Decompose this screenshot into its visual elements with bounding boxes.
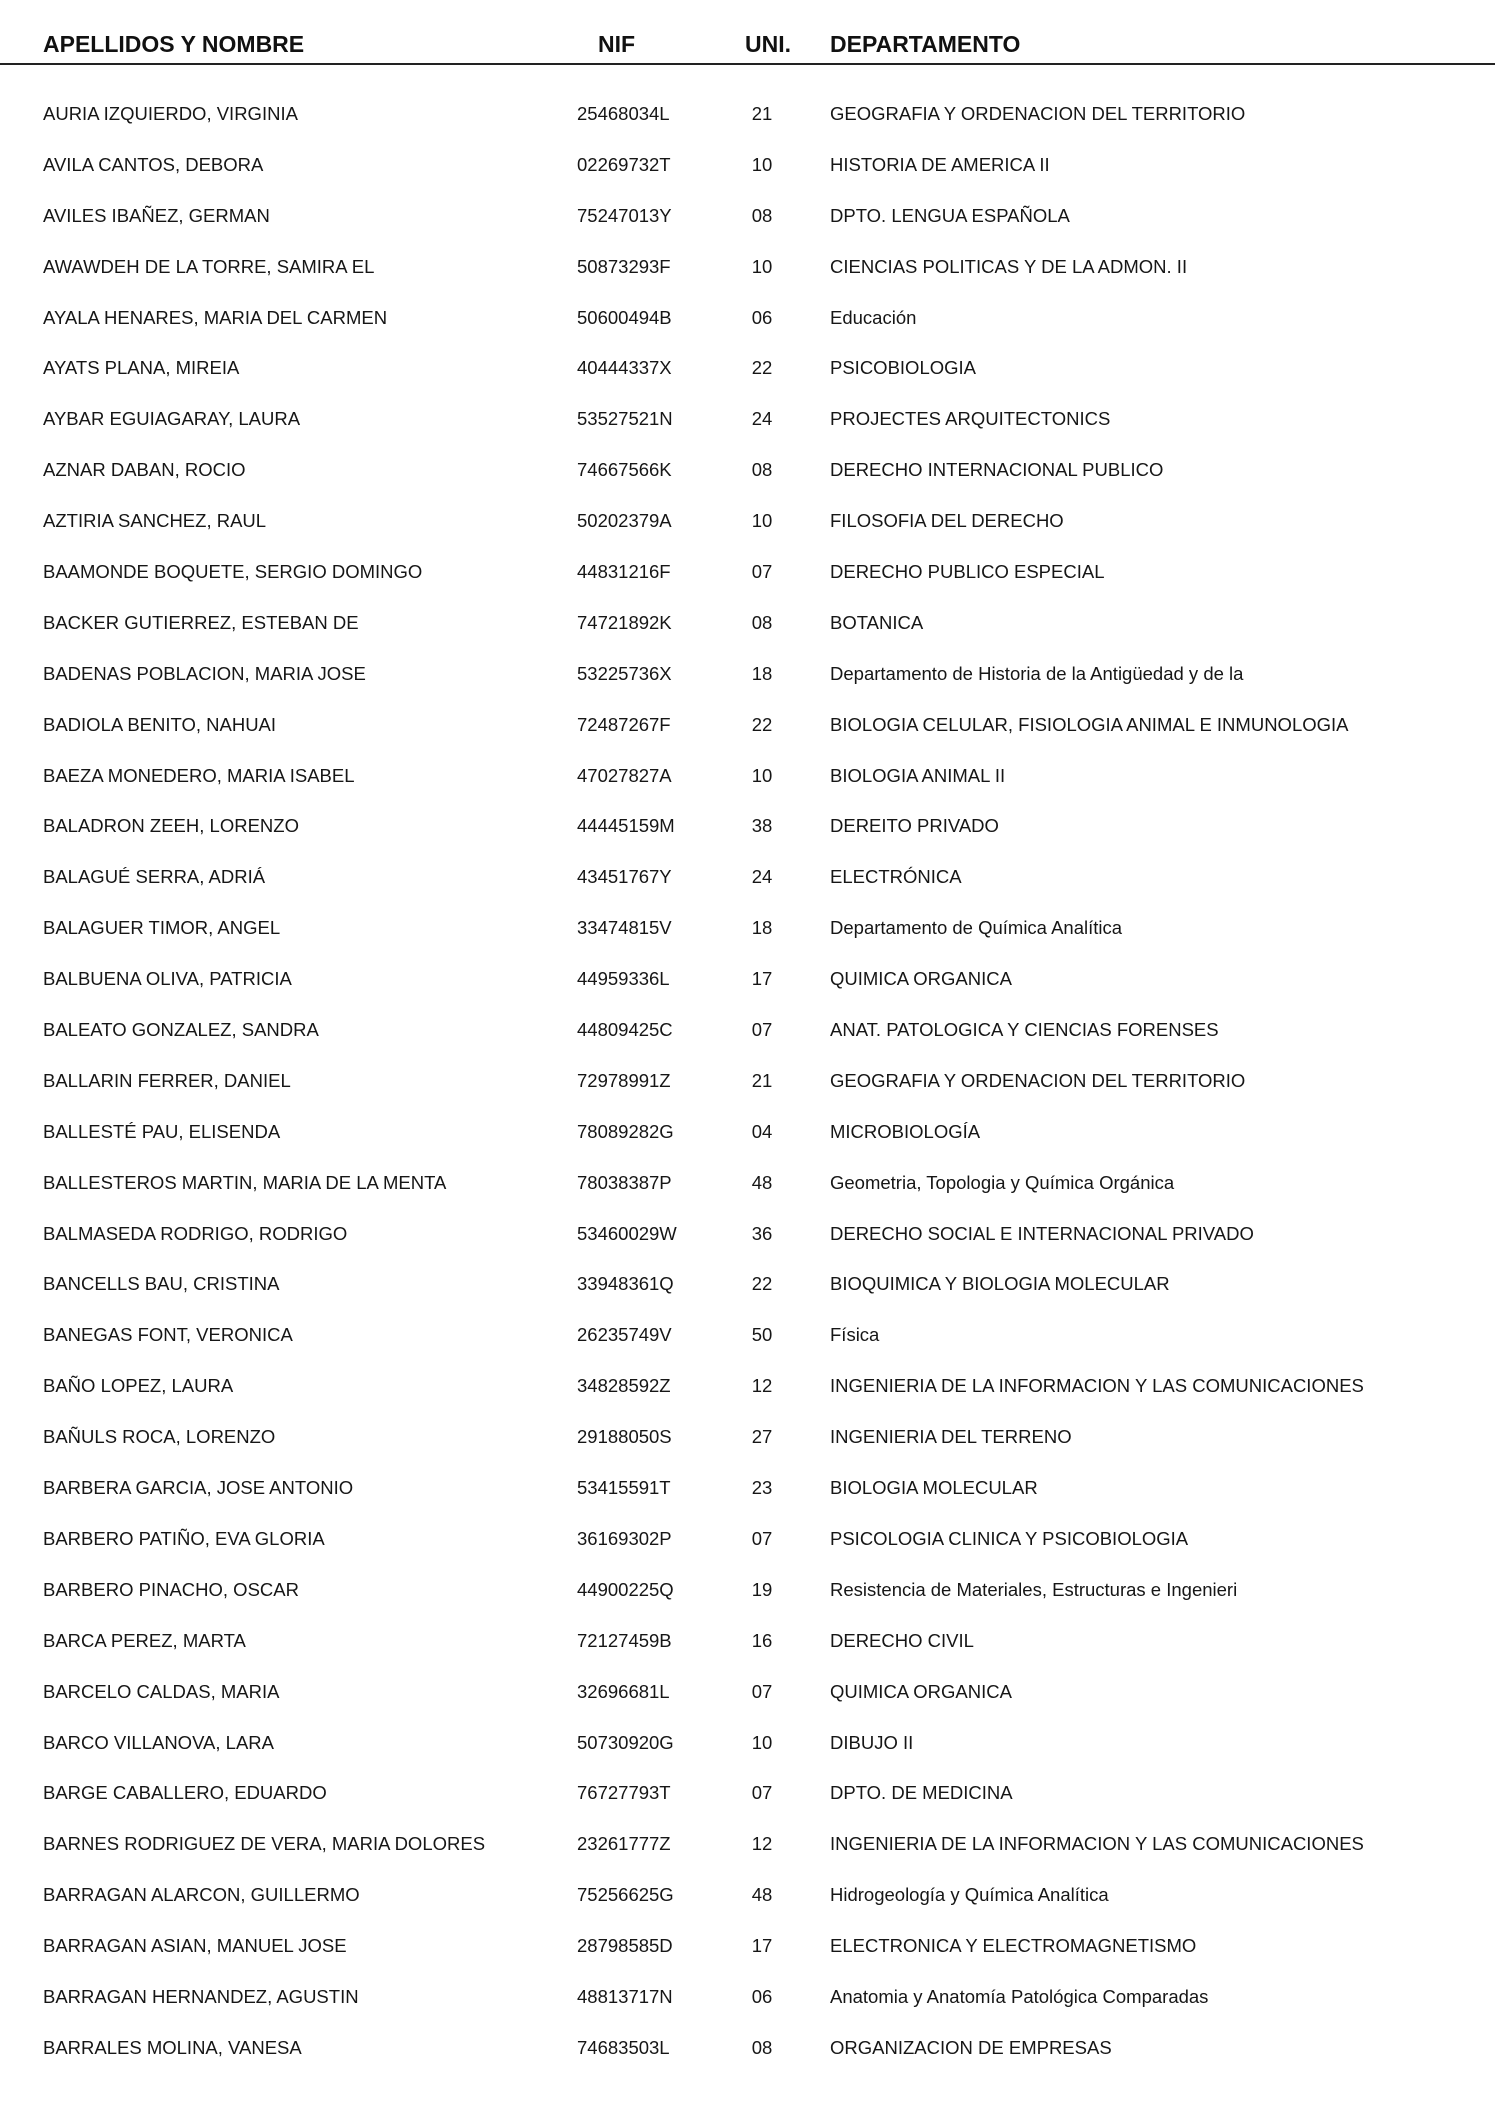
cell-nif: 44959336L	[577, 968, 670, 990]
cell-nif: 78089282G	[577, 1120, 674, 1142]
cell-name: BARNES RODRIGUEZ DE VERA, MARIA DOLORES	[43, 1833, 486, 1855]
cell-departamento: QUIMICA ORGANICA	[830, 1680, 1012, 1702]
table-row	[0, 1005, 1500, 1056]
cell-departamento: BIOQUIMICA Y BIOLOGIA MOLECULAR	[830, 1273, 1170, 1295]
cell-uni: 08	[751, 611, 773, 633]
table-row	[0, 1209, 1500, 1260]
table-row	[0, 1514, 1500, 1565]
cell-name: BALLESTÉ PAU, ELISENDA	[43, 1120, 281, 1142]
cell-name: BACKER GUTIERREZ, ESTEBAN DE	[43, 611, 359, 633]
cell-name: BARRAGAN ASIAN, MANUEL JOSE	[43, 1935, 347, 1957]
cell-uni: 24	[751, 408, 773, 430]
cell-departamento: CIENCIAS POLITICAS Y DE LA ADMON. II	[830, 255, 1188, 277]
table-row	[0, 1107, 1500, 1158]
cell-nif: 78038387P	[577, 1171, 672, 1193]
table-row	[0, 1463, 1500, 1514]
cell-nif: 28798585D	[577, 1935, 673, 1957]
cell-uni: 50	[751, 1324, 773, 1346]
cell-departamento: GEOGRAFIA Y ORDENACION DEL TERRITORIO	[830, 103, 1246, 124]
table-row	[0, 394, 1500, 445]
cell-nif: 53415591T	[577, 1477, 671, 1499]
cell-nif: 44809425C	[577, 1019, 673, 1041]
cell-uni: 48	[751, 1171, 773, 1193]
cell-nif: 36169302P	[577, 1527, 672, 1549]
cell-uni: 10	[751, 255, 773, 277]
cell-nif: 53527521N	[577, 408, 673, 430]
cell-nif: 23261777Z	[577, 1833, 671, 1855]
table-row	[0, 954, 1500, 1005]
cell-name: BAÑO LOPEZ, LAURA	[43, 1375, 234, 1397]
cell-uni: 18	[751, 917, 773, 939]
cell-departamento: Geometria, Topologia y Química Orgánica	[830, 1171, 1175, 1193]
cell-departamento: PROJECTES ARQUITECTONICS	[830, 408, 1111, 430]
cell-name: BARCELO CALDAS, MARIA	[43, 1680, 280, 1702]
cell-departamento: Resistencia de Materiales, Estructuras e Ingenieri	[830, 1578, 1238, 1600]
cell-departamento: GEOGRAFIA Y ORDENACION DEL TERRITORIO	[830, 1069, 1246, 1091]
cell-uni: 22	[751, 1273, 773, 1295]
cell-nif: 74683503L	[577, 2036, 670, 2058]
cell-nif: 75256625G	[577, 1884, 674, 1906]
cell-name: BALAGUER TIMOR, ANGEL	[43, 917, 281, 939]
header-uni: UNI.	[745, 31, 791, 57]
cell-nif: 72487267F	[577, 713, 671, 735]
cell-departamento: DPTO. LENGUA ESPAÑOLA	[830, 204, 1070, 226]
cell-departamento: Anatomia y Anatomía Patológica Comparadas	[830, 1985, 1209, 2007]
cell-nif: 72127459B	[577, 1629, 672, 1651]
cell-name: BANEGAS FONT, VERONICA	[43, 1324, 293, 1346]
cell-nif: 50873293F	[577, 255, 671, 277]
cell-uni: 16	[751, 1629, 773, 1651]
cell-name: BANCELLS BAU, CRISTINA	[43, 1273, 280, 1295]
cell-name: BAÑULS ROCA, LORENZO	[43, 1426, 276, 1448]
cell-uni: 21	[751, 1069, 773, 1091]
cell-uni: 08	[751, 459, 773, 481]
cell-departamento: INGENIERIA DEL TERRENO	[830, 1426, 1072, 1448]
table-row	[0, 1667, 1500, 1718]
table-row	[0, 445, 1500, 496]
cell-name: AVILES IBAÑEZ, GERMAN	[43, 204, 270, 226]
table-row	[0, 1158, 1500, 1209]
cell-uni: 24	[751, 866, 773, 888]
table-row	[0, 293, 1500, 344]
cell-departamento: ORGANIZACION DE EMPRESAS	[830, 2036, 1112, 2058]
cell-uni: 23	[751, 1477, 773, 1499]
cell-uni: 10	[751, 510, 773, 532]
cell-uni: 27	[751, 1426, 773, 1448]
header-divider	[0, 63, 1495, 65]
cell-name: BALLARIN FERRER, DANIEL	[43, 1069, 291, 1091]
cell-departamento: MICROBIOLOGÍA	[830, 1120, 981, 1142]
cell-departamento: DPTO. DE MEDICINA	[830, 1782, 1013, 1804]
table-row	[0, 1361, 1500, 1412]
cell-name: BAAMONDE BOQUETE, SERGIO DOMINGO	[43, 561, 423, 583]
table-row	[0, 1056, 1500, 1107]
table-row	[0, 1616, 1500, 1667]
cell-departamento: DIBUJO II	[830, 1731, 914, 1753]
table-row	[0, 140, 1500, 191]
cell-departamento: DERECHO SOCIAL E INTERNACIONAL PRIVADO	[830, 1222, 1254, 1244]
cell-departamento: PSICOBIOLOGIA	[830, 357, 976, 379]
table-row	[0, 700, 1500, 751]
cell-uni: 17	[751, 1935, 773, 1957]
table-row	[0, 903, 1500, 954]
cell-departamento: ELECTRONICA Y ELECTROMAGNETISMO	[830, 1935, 1197, 1957]
cell-name: BADIOLA BENITO, NAHUAI	[43, 713, 277, 735]
cell-nif: 47027827A	[577, 764, 672, 786]
table-row	[0, 1972, 1500, 2023]
cell-nif: 33474815V	[577, 917, 672, 939]
cell-name: BARGE CABALLERO, EDUARDO	[43, 1782, 327, 1804]
table-row	[0, 801, 1500, 852]
cell-uni: 10	[751, 764, 773, 786]
cell-uni: 21	[751, 103, 773, 124]
cell-departamento: INGENIERIA DE LA INFORMACION Y LAS COMUNICACIONES	[830, 1375, 1364, 1397]
cell-name: AVILA CANTOS, DEBORA	[43, 153, 264, 175]
cell-nif: 48813717N	[577, 1985, 673, 2007]
cell-uni: 19	[751, 1578, 773, 1600]
table-body	[0, 89, 1500, 2074]
cell-uni: 08	[751, 2036, 773, 2058]
cell-uni: 36	[751, 1222, 773, 1244]
table-row	[0, 1565, 1500, 1616]
cell-uni: 38	[751, 815, 773, 837]
cell-name: BARCA PEREZ, MARTA	[43, 1629, 246, 1651]
header-name: APELLIDOS Y NOMBRE	[43, 31, 305, 57]
cell-uni: 10	[751, 153, 773, 175]
cell-name: AYATS PLANA, MIREIA	[43, 357, 240, 379]
cell-departamento: Departamento de Historia de la Antigüedad y de la	[830, 662, 1244, 684]
cell-uni: 07	[751, 1680, 773, 1702]
cell-departamento: BIOLOGIA ANIMAL II	[830, 764, 1006, 786]
header-departamento: DEPARTAMENTO	[830, 31, 1021, 57]
cell-name: BALLESTEROS MARTIN, MARIA DE LA MENTA	[43, 1171, 447, 1193]
cell-departamento: QUIMICA ORGANICA	[830, 968, 1012, 990]
cell-uni: 06	[751, 1985, 773, 2007]
cell-departamento: INGENIERIA DE LA INFORMACION Y LAS COMUNICACIONES	[830, 1833, 1364, 1855]
cell-name: AYALA HENARES, MARIA DEL CARMEN	[43, 306, 388, 328]
table-row	[0, 1412, 1500, 1463]
cell-nif: 44831216F	[577, 561, 671, 583]
cell-name: BARCO VILLANOVA, LARA	[43, 1731, 274, 1753]
table-row	[0, 852, 1500, 903]
cell-nif: 50730920G	[577, 1731, 674, 1753]
cell-uni: 12	[751, 1375, 773, 1397]
cell-uni: 17	[751, 968, 773, 990]
cell-name: AYBAR EGUIAGARAY, LAURA	[43, 408, 301, 430]
cell-name: BALADRON ZEEH, LORENZO	[43, 815, 299, 837]
cell-uni: 22	[751, 713, 773, 735]
cell-uni: 07	[751, 1782, 773, 1804]
cell-departamento: Hidrogeología y Química Analítica	[830, 1884, 1109, 1906]
cell-nif: 34828592Z	[577, 1375, 671, 1397]
cell-nif: 44445159M	[577, 815, 675, 837]
cell-nif: 44900225Q	[577, 1578, 674, 1600]
cell-uni: 07	[751, 561, 773, 583]
table-row	[0, 2023, 1500, 2074]
cell-departamento: DERECHO PUBLICO ESPECIAL	[830, 561, 1105, 583]
cell-uni: 22	[751, 357, 773, 379]
header-nif: NIF	[598, 31, 636, 57]
cell-uni: 18	[751, 662, 773, 684]
cell-name: BARRAGAN ALARCON, GUILLERMO	[43, 1884, 360, 1906]
cell-nif: 76727793T	[577, 1782, 671, 1804]
cell-name: BARBERO PINACHO, OSCAR	[43, 1578, 299, 1600]
cell-nif: 53225736X	[577, 662, 672, 684]
cell-nif: 33948361Q	[577, 1273, 674, 1295]
cell-name: BARBERA GARCIA, JOSE ANTONIO	[43, 1477, 354, 1499]
cell-name: BALAGUÉ SERRA, ADRIÁ	[43, 866, 266, 888]
table-row	[0, 343, 1500, 394]
table-row	[0, 1259, 1500, 1310]
cell-departamento: ELECTRÓNICA	[830, 866, 962, 888]
cell-departamento: PSICOLOGIA CLINICA Y PSICOBIOLOGIA	[830, 1527, 1189, 1549]
cell-uni: 12	[751, 1833, 773, 1855]
cell-uni: 10	[751, 1731, 773, 1753]
table-row	[0, 1768, 1500, 1819]
table-row	[0, 1921, 1500, 1972]
cell-uni: 06	[751, 306, 773, 328]
cell-departamento: Física	[830, 1324, 880, 1346]
table-row	[0, 496, 1500, 547]
cell-name: BALMASEDA RODRIGO, RODRIGO	[43, 1222, 348, 1244]
cell-uni: 07	[751, 1019, 773, 1041]
cell-name: AURIA IZQUIERDO, VIRGINIA	[43, 103, 298, 124]
table-row	[0, 1819, 1500, 1870]
cell-departamento: DERECHO INTERNACIONAL PUBLICO	[830, 459, 1164, 481]
cell-departamento: HISTORIA DE AMERICA II	[830, 153, 1050, 175]
cell-nif: 43451767Y	[577, 866, 672, 888]
table-row	[0, 89, 1500, 140]
cell-nif: 29188050S	[577, 1426, 672, 1448]
cell-nif: 32696681L	[577, 1680, 670, 1702]
cell-departamento: DEREITO PRIVADO	[830, 815, 999, 837]
table-row	[0, 242, 1500, 293]
cell-uni: 04	[751, 1120, 773, 1142]
cell-uni: 07	[751, 1527, 773, 1549]
cell-nif: 53460029W	[577, 1222, 677, 1244]
table-row	[0, 1718, 1500, 1769]
table-row	[0, 649, 1500, 700]
cell-departamento: BIOLOGIA MOLECULAR	[830, 1477, 1038, 1499]
table-row	[0, 191, 1500, 242]
cell-name: AZNAR DABAN, ROCIO	[43, 459, 246, 481]
cell-departamento: Departamento de Química Analítica	[830, 917, 1123, 939]
cell-nif: 40444337X	[577, 357, 672, 379]
cell-departamento: BOTANICA	[830, 611, 924, 633]
cell-departamento: Educación	[830, 306, 917, 328]
cell-name: BADENAS POBLACION, MARIA JOSE	[43, 662, 366, 684]
cell-name: AZTIRIA SANCHEZ, RAUL	[43, 510, 267, 532]
cell-nif: 74721892K	[577, 611, 672, 633]
cell-nif: 50600494B	[577, 306, 672, 328]
table-row	[0, 1310, 1500, 1361]
cell-nif: 25468034L	[577, 103, 670, 124]
cell-name: BARBERO PATIÑO, EVA GLORIA	[43, 1527, 325, 1549]
cell-name: AWAWDEH DE LA TORRE, SAMIRA EL	[43, 255, 375, 277]
cell-nif: 02269732T	[577, 153, 671, 175]
cell-departamento: ANAT. PATOLOGICA Y CIENCIAS FORENSES	[830, 1019, 1219, 1041]
cell-name: BARRALES MOLINA, VANESA	[43, 2036, 302, 2058]
cell-name: BALEATO GONZALEZ, SANDRA	[43, 1019, 319, 1041]
cell-departamento: BIOLOGIA CELULAR, FISIOLOGIA ANIMAL E INMUNOLOGIA	[830, 713, 1349, 735]
cell-nif: 72978991Z	[577, 1069, 671, 1091]
table-row	[0, 598, 1500, 649]
table-row	[0, 1870, 1500, 1921]
cell-nif: 50202379A	[577, 510, 672, 532]
cell-uni: 08	[751, 204, 773, 226]
cell-departamento: FILOSOFIA DEL DERECHO	[830, 510, 1064, 532]
table-row	[0, 547, 1500, 598]
table-row	[0, 751, 1500, 802]
cell-departamento: DERECHO CIVIL	[830, 1629, 974, 1651]
cell-name: BARRAGAN HERNANDEZ, AGUSTIN	[43, 1985, 359, 2007]
cell-name: BAEZA MONEDERO, MARIA ISABEL	[43, 764, 355, 786]
cell-nif: 75247013Y	[577, 204, 672, 226]
cell-uni: 48	[751, 1884, 773, 1906]
cell-nif: 26235749V	[577, 1324, 672, 1346]
cell-name: BALBUENA OLIVA, PATRICIA	[43, 968, 292, 990]
cell-nif: 74667566K	[577, 459, 672, 481]
table-header	[0, 24, 1500, 64]
